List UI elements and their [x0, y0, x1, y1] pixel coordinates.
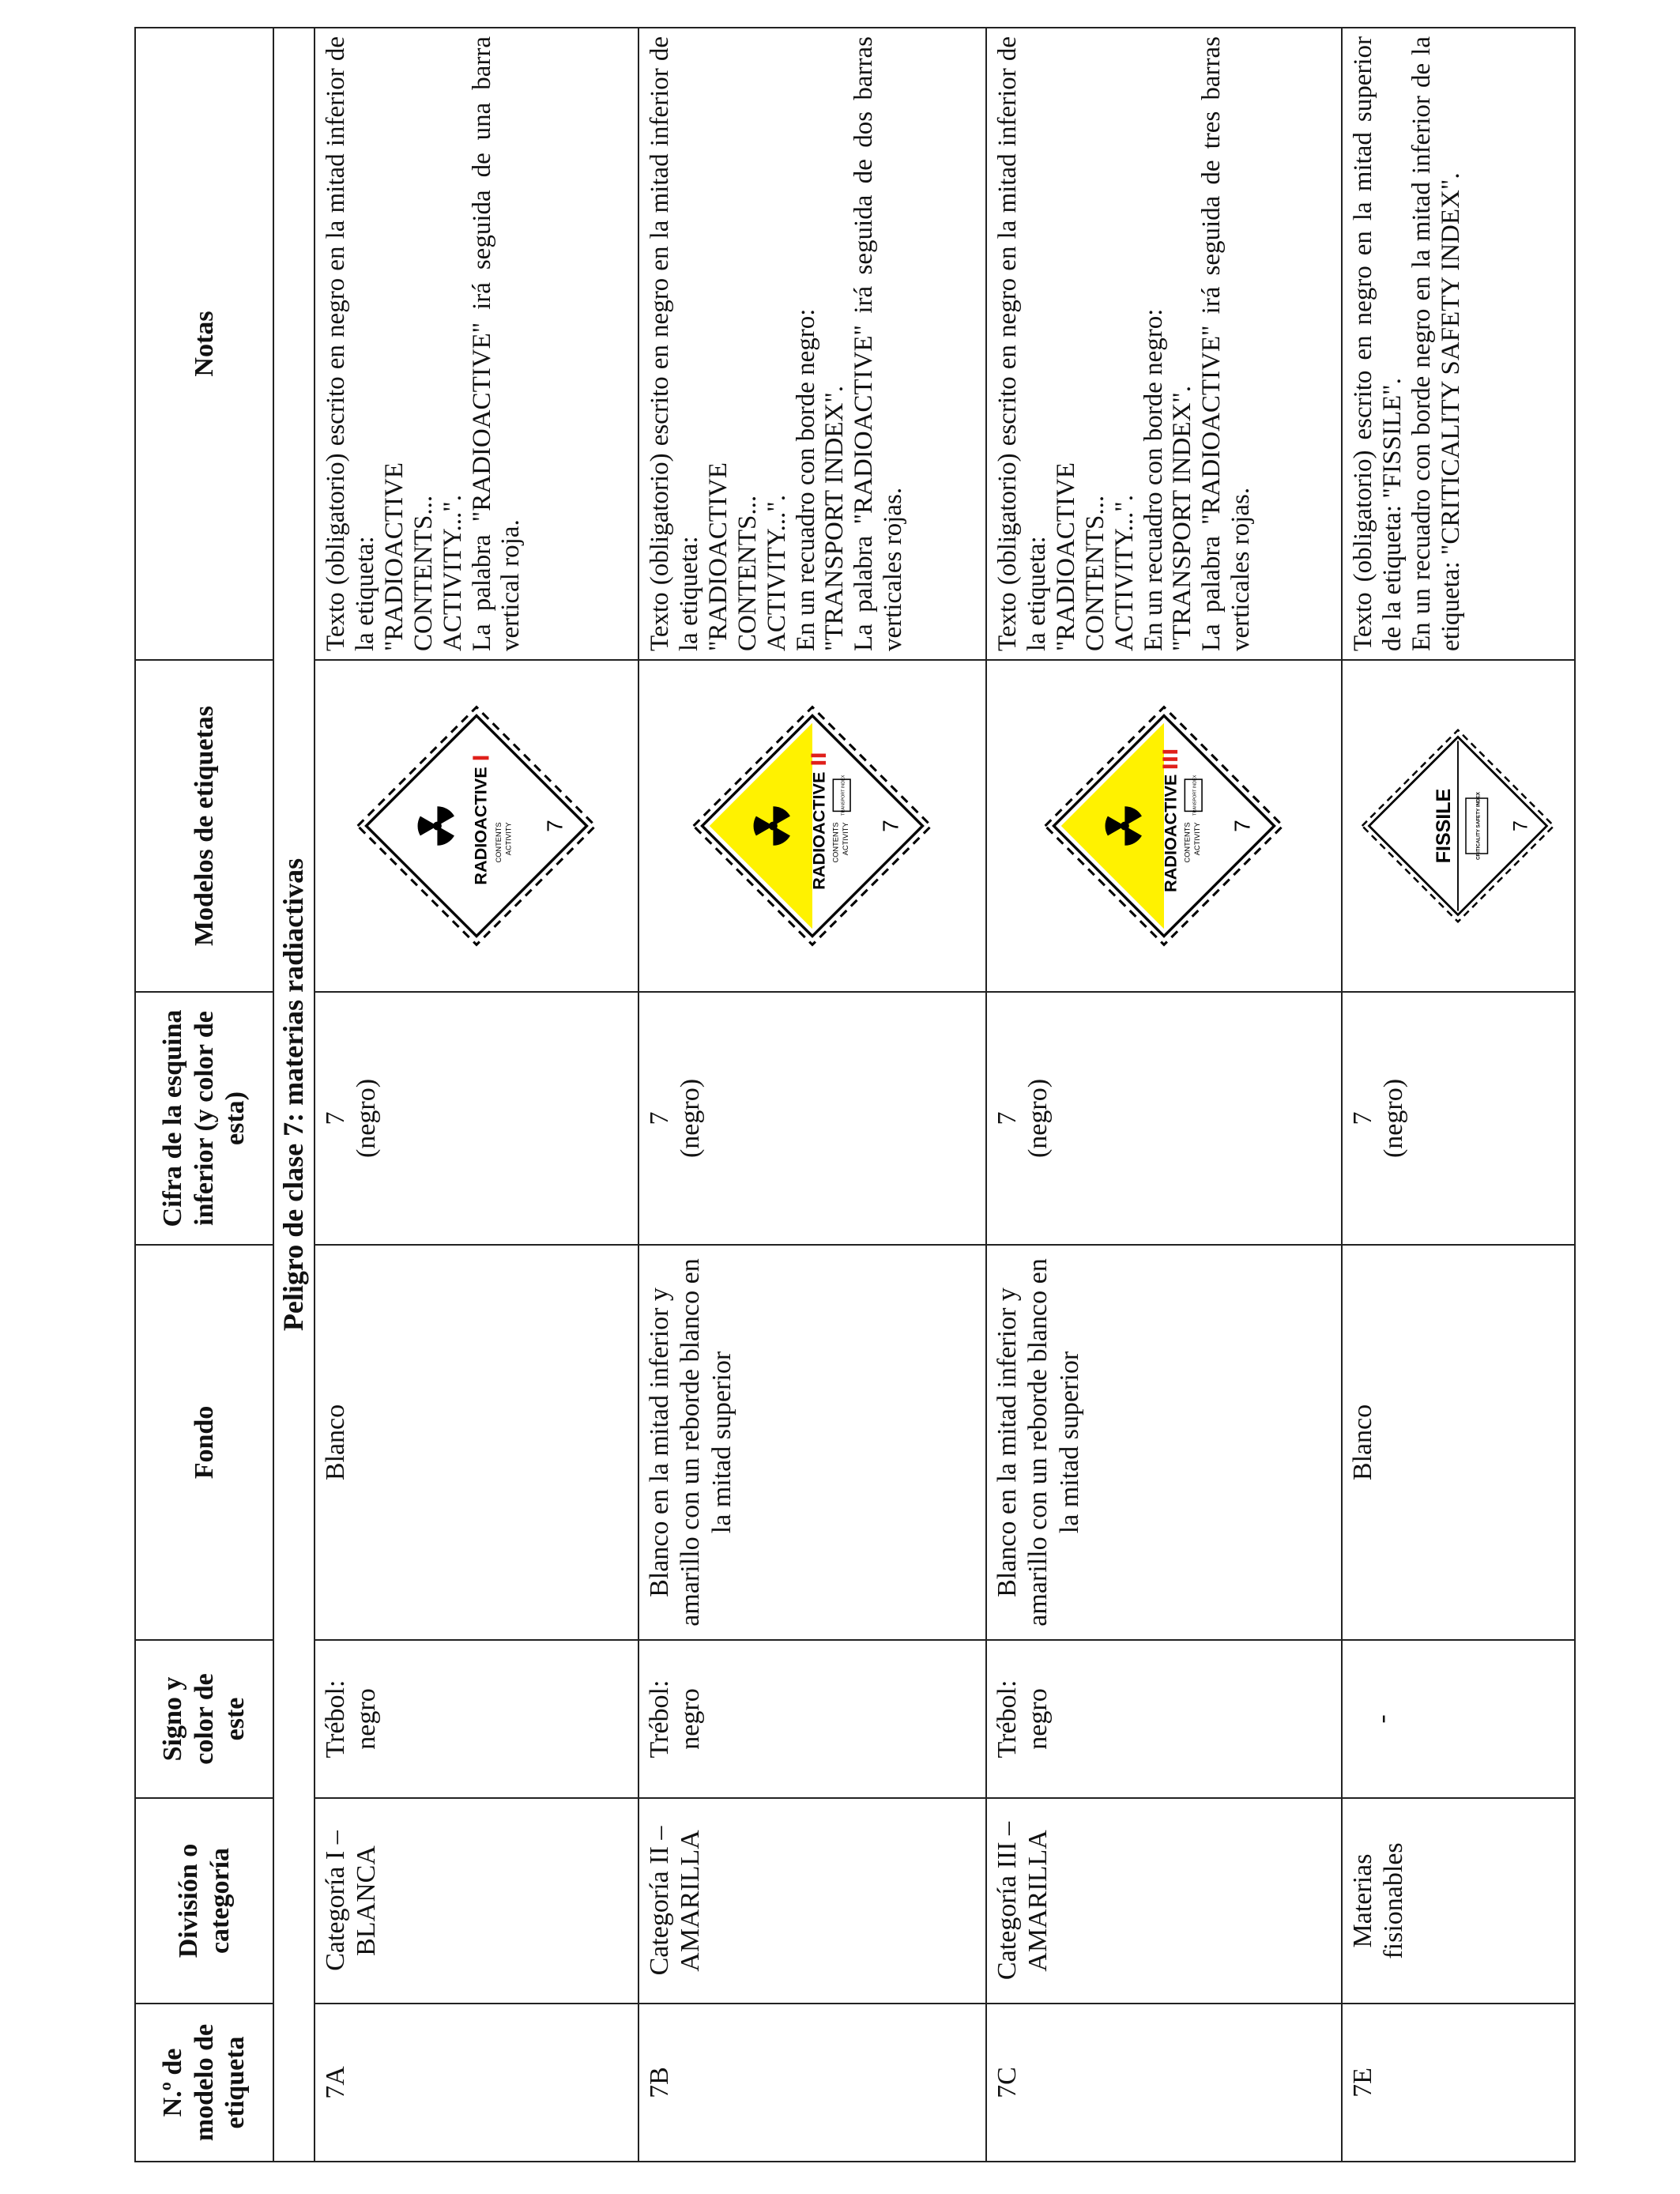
note-line: ACTIVITY...".: [438, 494, 467, 651]
note-line: La palabra "RADIOACTIVE" irá seguida de una barra vertical roja.: [467, 36, 525, 651]
header-no: N.º de modelo de etiqueta: [135, 2004, 273, 2162]
label-text-contents: CONTENTS: [831, 822, 840, 863]
figure-cell: [1342, 992, 1575, 1245]
note-line: "RADIOACTIVE: [703, 462, 733, 651]
note-line: "RADIOACTIVE: [379, 462, 409, 651]
notes-cell: [1342, 28, 1575, 660]
header-sign: Signo y color de este: [135, 1640, 273, 1798]
note-line: Texto (obligatorio) escrito en negro en la mitad inferior de la etiqueta:: [645, 36, 703, 651]
label-class-number: 7: [1509, 820, 1532, 831]
label-text-fissile: FISSILE: [1433, 788, 1456, 864]
section-row: [273, 28, 315, 2162]
model-number: 7A: [315, 2004, 638, 2162]
table-row: [1342, 28, 1575, 2162]
division-cell: Categoría II – AMARILLA: [638, 1798, 986, 2004]
label-text-radioactive: RADIOACTIVE: [808, 771, 829, 890]
note-line: La palabra "RADIOACTIVE" irá seguida de dos barras verticales rojas.: [849, 36, 908, 651]
figure-color: (negro): [352, 1078, 382, 1159]
background-cell: Blanco en la mitad inferior y amarillo con un reborde blanco en la mitad superior: [638, 1245, 986, 1640]
division-cell: Materias fisionables: [1342, 1798, 1575, 2004]
figure-cell: [315, 992, 638, 1245]
figure-number: 7: [320, 1111, 350, 1125]
note-line: ACTIVITY...".: [1109, 494, 1139, 651]
note-line: En un recuadro con borde negro:: [1139, 308, 1168, 651]
table-row: [638, 28, 986, 2162]
label-text-radioactive: RADIOACTIVE: [470, 767, 491, 885]
model-number: 7C: [986, 2004, 1342, 2162]
header-notes: Notas: [135, 28, 273, 660]
header-models: Modelos de etiquetas: [135, 660, 273, 992]
label-class-number: 7: [1230, 820, 1255, 832]
label-model-cell: [315, 660, 638, 992]
label-text-contents: CONTENTS: [1183, 822, 1192, 863]
fissile-label-7e: [1359, 727, 1557, 925]
background-cell: Blanco en la mitad inferior y amarillo con un reborde blanco en la mitad superior: [986, 1245, 1342, 1640]
note-line: Texto (obligatorio) escrito en negro en la mitad inferior de la etiqueta:: [993, 36, 1051, 651]
table-row: [315, 28, 638, 2162]
division-cell: Categoría III – AMARILLA: [986, 1798, 1342, 2004]
label-model-cell: [986, 660, 1342, 992]
section-title: Peligro de clase 7: materias radiactivas: [273, 28, 315, 2162]
label-text-activity: ACTIVITY: [1192, 822, 1201, 856]
background-cell: Blanco: [315, 1245, 638, 1640]
label-class-number: 7: [878, 820, 903, 832]
red-bar: [1162, 750, 1177, 754]
figure-number: 7: [644, 1111, 674, 1125]
note-line: En un recuadro con borde negro en la mitad inferior de la etiqueta: "CRITICALITY SAFETY INDEX".: [1407, 36, 1465, 651]
figure-cell: [638, 992, 986, 1245]
label-text-criticality: CRITICALITY SAFETY INDEX: [1475, 792, 1482, 860]
figure-number: 7: [1347, 1111, 1377, 1125]
label-text-transport-index: TRANSPORT INDEX: [1192, 775, 1198, 816]
sign-cell: Trébol: negro: [986, 1640, 1342, 1798]
sign-cell: Trébol: negro: [315, 1640, 638, 1798]
label-model-cell: [1342, 660, 1575, 992]
red-bar: [1162, 757, 1177, 761]
red-bar: [811, 761, 826, 765]
note-line: CONTENTS...: [409, 495, 438, 651]
background-cell: Blanco: [1342, 1245, 1575, 1640]
note-line: Texto (obligatorio) escrito en negro en la mitad inferior de la etiqueta:: [321, 36, 379, 651]
header-background: Fondo: [135, 1245, 273, 1640]
figure-color: (negro): [1023, 1078, 1053, 1159]
note-line: ACTIVITY...".: [762, 494, 791, 651]
note-line: Texto (obligatorio) escrito en negro en la mitad superior de la etiqueta: "FISSILE".: [1348, 36, 1407, 651]
note-line: La palabra "RADIOACTIVE" irá seguida de tres barras verticales rojas.: [1197, 36, 1256, 651]
header-division: División o categoría: [135, 1798, 273, 2004]
model-number: 7B: [638, 2004, 986, 2162]
division-cell: Categoría I – BLANCA: [315, 1798, 638, 2004]
figure-number: 7: [992, 1111, 1022, 1125]
radioactive-label-7b: [690, 703, 935, 948]
header-figure: Cifra de la esquina inferior (y color de esta): [135, 992, 273, 1245]
red-bar: [1162, 765, 1177, 769]
figure-color: (negro): [1379, 1078, 1409, 1159]
class7-labels-table: [134, 27, 1576, 2162]
model-number: 7E: [1342, 2004, 1575, 2162]
notes-cell: [315, 28, 638, 660]
label-text-contents: CONTENTS: [494, 822, 503, 863]
rotated-table-wrapper: [134, 28, 1565, 2162]
label-text-transport-index: TRANSPORT INDEX: [841, 775, 846, 816]
radioactive-label-7a: [354, 703, 599, 948]
figure-cell: [986, 992, 1342, 1245]
red-bar: [811, 754, 826, 758]
notes-cell: [986, 28, 1342, 660]
note-line: CONTENTS...: [733, 495, 762, 651]
red-bar: [473, 756, 488, 760]
note-line: CONTENTS...: [1080, 495, 1109, 651]
sign-cell: -: [1342, 1640, 1575, 1798]
sign-cell: Trébol: negro: [638, 1640, 986, 1798]
label-class-number: 7: [542, 820, 567, 832]
notes-cell: [638, 28, 986, 660]
label-model-cell: [638, 660, 986, 992]
label-text-activity: ACTIVITY: [841, 822, 849, 856]
note-line: "TRANSPORT INDEX".: [820, 385, 849, 651]
note-line: En un recuadro con borde negro:: [791, 308, 820, 651]
table-row: [986, 28, 1342, 2162]
header-row: [135, 28, 273, 2162]
label-text-radioactive: RADIOACTIVE: [1160, 774, 1181, 893]
radioactive-label-7c: [1042, 703, 1286, 948]
note-line: "RADIOACTIVE: [1051, 462, 1080, 651]
label-text-activity: ACTIVITY: [504, 822, 513, 856]
figure-color: (negro): [676, 1078, 706, 1159]
note-line: "TRANSPORT INDEX".: [1168, 385, 1197, 651]
